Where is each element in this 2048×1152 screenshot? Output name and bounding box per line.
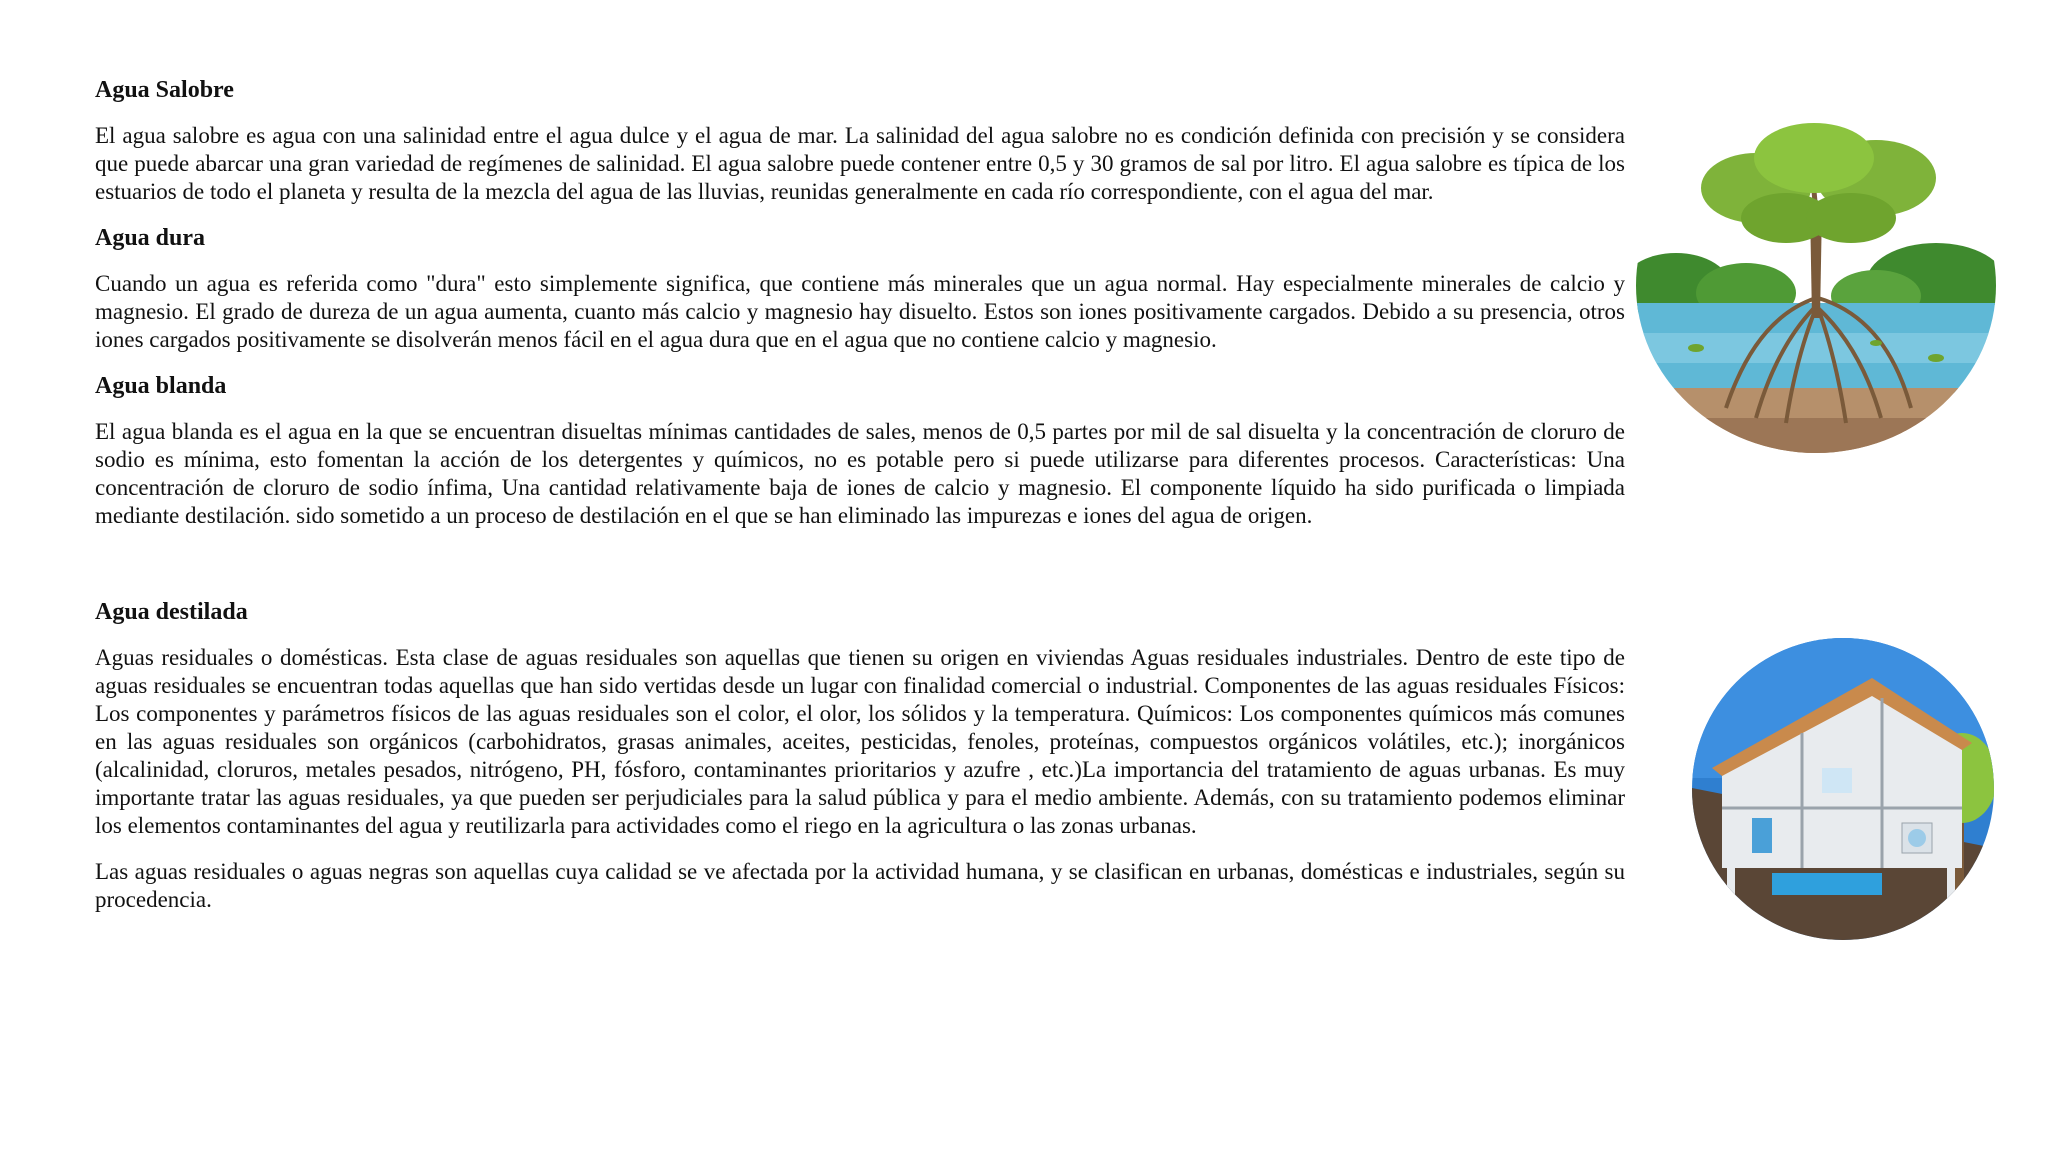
paragraph-agua-dura: Cuando un agua es referida como "dura" esto simplemente significa, que contiene más minerales que un agua normal. Hay especialmente minerales de calcio y magnesio. El grado de dureza de un agua aumenta, cuanto más calcio y magnesio hay disuelto. Estos son iones positivamente cargados. Debido a su presencia, otros iones cargados positivamente se disolverán menos fácil en el agua dura que en el agua que no contiene calcio y magnesio. [95, 271, 1625, 352]
section-spacer [95, 548, 1625, 598]
paragraph-agua-blanda: El agua blanda es el agua en la que se encuentran disueltas mínimas cantidades de sales, menos de 0,5 partes por mil de sal disuelta y la concentración de cloruro de sodio es mínima, esto fomentan la acción de los detergentes y químicos, no es potable pero si puede utilizarse para diferentes procesos. Características: Una concentración de cloruro de sodio ínfima, Una cantidad relativamente baja de iones de calcio y magnesio. El componente líquido ha sido purificada o limpiada mediante destilación. sido sometido a un proceso de destilación en el que se han eliminado las impurezas e iones del agua de origen. [95, 419, 1625, 528]
heading-agua-dura: Agua dura [95, 225, 206, 251]
heading-agua-salobre: Agua Salobre [95, 77, 234, 103]
paragraph-agua-destilada-2: Las aguas residuales o aguas negras son aquellas cuya calidad se ve afectada por la actividad humana, y se clasifican en urbanas, domésticas e industriales, según su procedencia. [95, 859, 1625, 912]
paragraph-agua-salobre: El agua salobre es agua con una salinidad entre el agua dulce y el agua de mar. La salinidad del agua salobre no es condición definida con precisión y se considera que puede abarcar una gran variedad de regímenes de salinidad. El agua salobre puede contener entre 0,5 y 30 gramos de sal por litro. El agua salobre es típica de los estuarios de todo el planeta y resulta de la mezcla del agua de las lluvias, reunidas generalmente en cada río correspondiente, con el agua del mar. [95, 123, 1625, 204]
mangrove-illustration [1636, 118, 1996, 453]
heading-agua-blanda: Agua blanda [95, 373, 227, 399]
text-column [95, 76, 1625, 932]
house-plumbing-illustration [1692, 638, 1994, 940]
heading-agua-destilada: Agua destilada [95, 599, 248, 625]
paragraph-agua-destilada-1: Aguas residuales o domésticas. Esta clase de aguas residuales son aquellas que tienen su origen en viviendas Aguas residuales industriales. Dentro de este tipo de aguas residuales se encuentran todas aquellas que han sido vertidas desde un lugar con finalidad comercial o industrial. Componentes de las aguas residuales Físicos: Los componentes y parámetros físicos de las aguas residuales son el color, el olor, los sólidos y la temperatura. Químicos: Los componentes químicos más comunes en las aguas residuales son orgánicos (carbohidratos, grasas animales, aceites, pesticidas, fenoles, proteínas, compuestos orgánicos volátiles, etc.); inorgánicos (alcalinidad, cloruros, metales pesados, nitrógeno, PH, fósforo, contaminantes prioritarios y azufre , etc.)La importancia del tratamiento de aguas urbanas. Es muy importante tratar las aguas residuales, ya que pueden ser perjudiciales para la salud pública y para el medio ambiente. Además, con su tratamiento podemos eliminar los elementos contaminantes del agua y reutilizarla para actividades como el riego en la agricultura o las zonas urbanas. [95, 645, 1625, 838]
